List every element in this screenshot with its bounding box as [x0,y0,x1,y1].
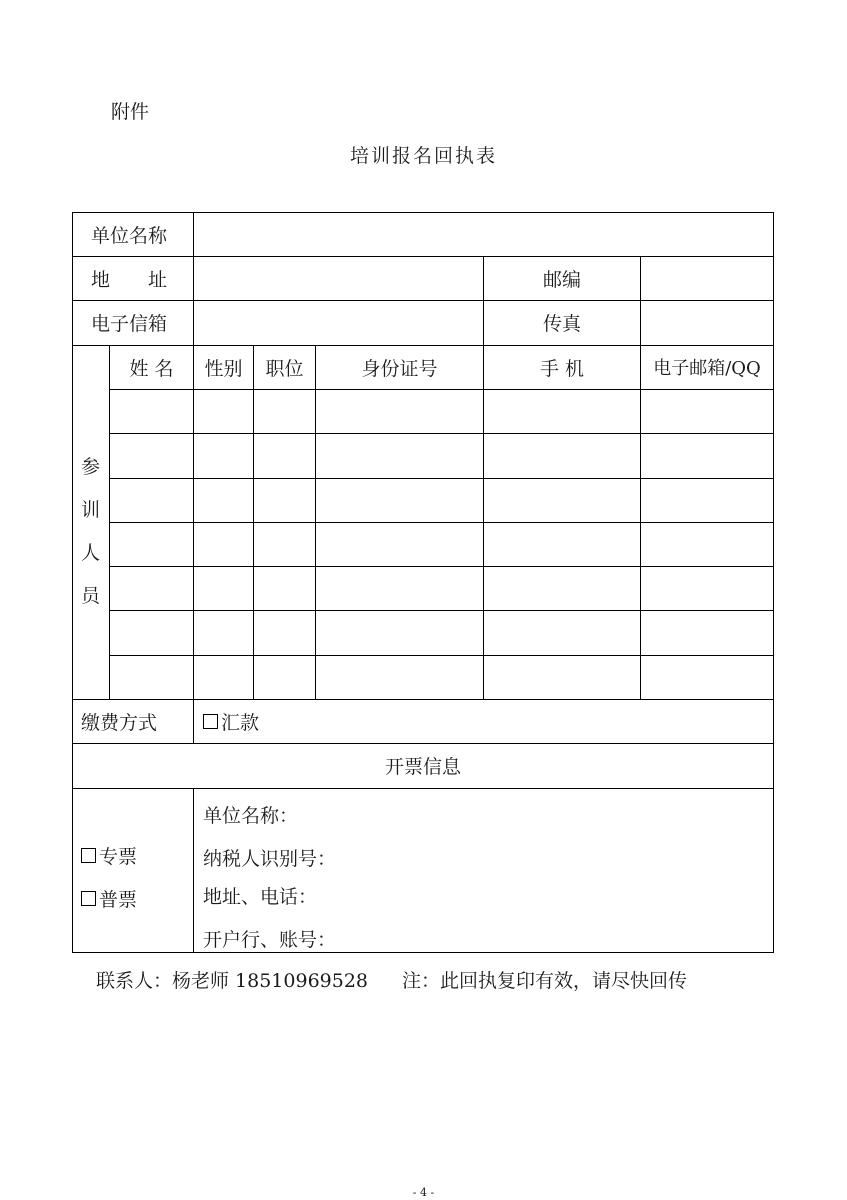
fax-field[interactable] [641,300,773,345]
checkbox-icon[interactable] [203,714,218,729]
invoice-type-general[interactable] [81,886,137,910]
participants-label-char: 人 [81,542,101,564]
unit-name-label: 单位名称 [91,224,168,247]
invoice-field-tax-id: 纳税人识别号： [203,847,337,870]
participants-label-char: 员 [81,585,101,607]
payment-label: 缴费方式 [81,711,158,734]
column-header-mobile: 手 机 [539,357,585,380]
invoice-field-bank-account: 开户行、账号： [203,928,337,951]
table-line [773,212,774,953]
table-line [109,389,774,390]
email-label: 电子信箱 [91,312,168,335]
table-line [109,433,774,434]
participants-label-char: 训 [81,499,101,521]
attachment-label: 附件 [111,101,150,123]
address-label: 地 址 [91,268,168,291]
postcode-label: 邮编 [542,268,581,291]
table-line [193,345,194,699]
table-line [72,212,73,953]
payment-option-label: 汇款 [221,711,260,734]
table-line [72,699,774,700]
invoice-type-label: 普票 [99,888,138,911]
invoice-field-address-phone: 地址、电话： [203,885,318,908]
column-header-gender: 性别 [204,357,243,380]
column-header-email-qq: 电子邮箱/QQ [653,358,761,379]
table-line [109,478,774,479]
column-header-id-number: 身份证号 [361,357,438,380]
table-line [72,788,774,789]
unit-name-field[interactable] [194,212,772,256]
participants-label-char: 参 [81,456,101,478]
invoice-type-special[interactable] [81,843,137,867]
checkbox-icon[interactable] [81,848,96,863]
postcode-field[interactable] [641,256,773,300]
address-field[interactable] [194,256,482,300]
footer-line [96,966,687,993]
page-number: - 4 - [412,1186,435,1199]
contact-info: 联系人：杨老师 18510969528 [96,970,369,992]
table-line [193,788,194,952]
table-line [109,345,110,699]
copy-note: 注：此回执复印有效，请尽快回传 [402,970,688,992]
table-line [193,699,194,743]
table-line [253,345,254,699]
checkbox-icon[interactable] [81,891,96,906]
fax-label: 传真 [542,312,581,335]
email-field[interactable] [194,300,482,345]
invoice-type-label: 专票 [99,845,138,868]
table-line [72,952,774,953]
invoice-section-header: 开票信息 [384,756,461,778]
table-line [109,610,774,611]
table-line [109,522,774,523]
invoice-field-unit-name: 单位名称： [203,804,299,827]
column-header-name: 姓 名 [129,357,174,380]
table-line [315,345,316,699]
form-title: 培训报名回执表 [349,145,497,167]
payment-option-remittance[interactable] [203,699,259,743]
table-line [109,566,774,567]
table-line [109,655,774,656]
column-header-position: 职位 [265,357,304,380]
